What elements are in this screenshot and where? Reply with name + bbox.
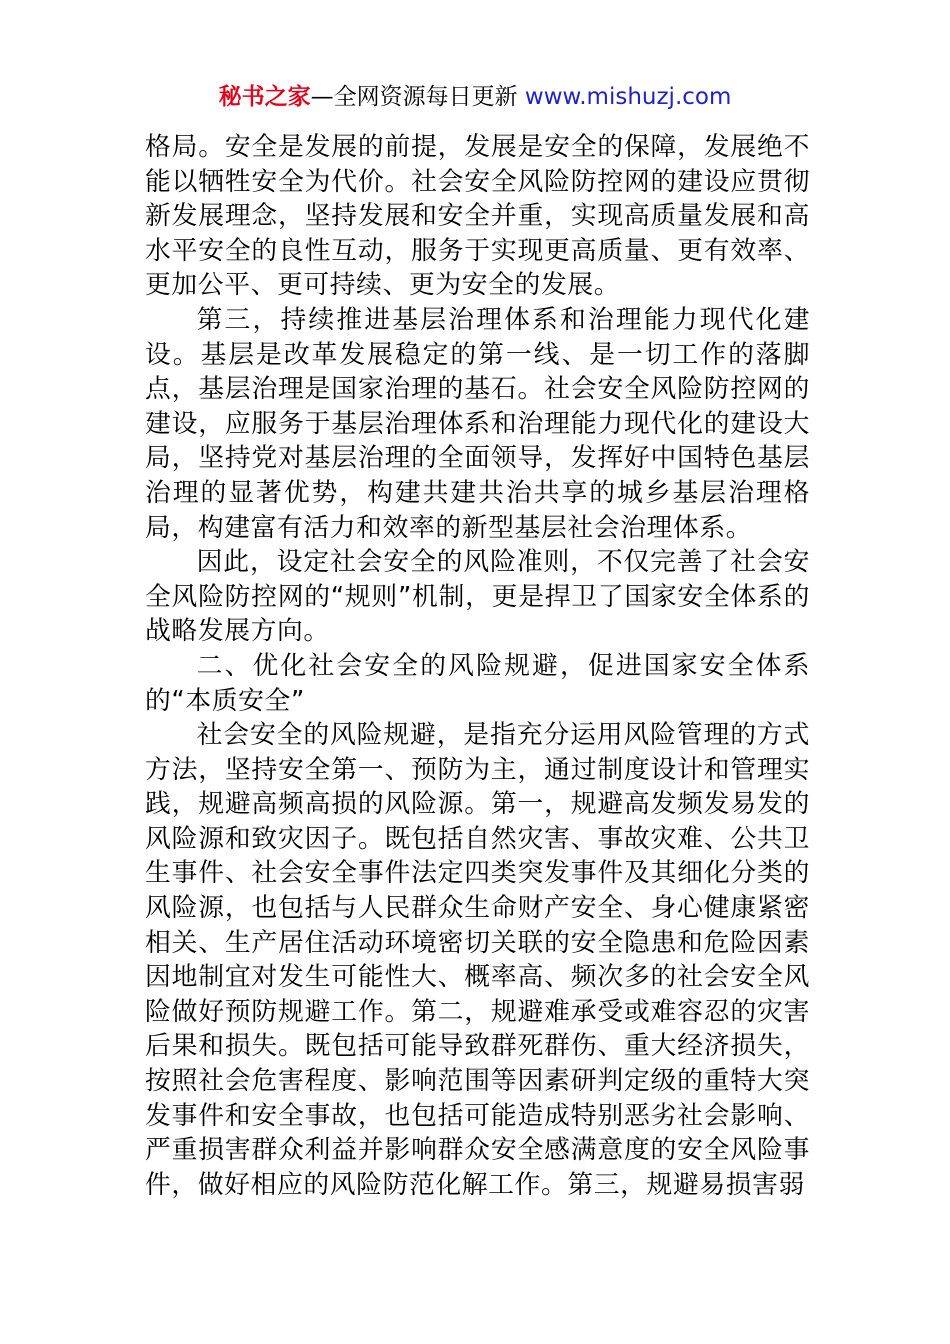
section-heading-two: 二、优化社会安全的风险规避，促进国家安全体系的“本质安全” — [145, 650, 810, 716]
header-tagline: —全网资源每日更新 — [310, 84, 518, 110]
paragraph-conclusion: 因此，设定社会安全的风险准则，不仅完善了社会安全风险防控网的“规则”机制，更是捍卫了国家安全体系的战略发展方向。 — [145, 547, 810, 647]
site-url-link[interactable]: www.mishuzj.com — [524, 84, 732, 110]
paragraph-risk-avoidance: 社会安全的风险规避，是指充分运用风险管理的方式方法，坚持安全第一、预防为主，通过制度设计和管理实践，规避高频高损的风险源。第一，规避高发频发易发的风险源和致灾因子。既包括自然灾害、事故灾难、公共卫生事件、社会安全事件法定四类突发事件及其细化分类的风险源，也包括与人民群众生命财产安全、身心健康紧密相关、生产居住活动环境密切关联的安全隐患和危险因素因地制宜对发生可能性大、概率高、频次多的社会安全风险做好预防规避工作。第二，规避难承受或难容忍的灾害后果和损失。既包括可能导致群死群伤、重大经济损失，按照社会危害程度、影响范围等因素研判定级的重特大突发事件和安全事故，也包括可能造成特别恶劣社会影响、严重损害群众利益并影响群众安全感满意度的安全风险事件，做好相应的风险防范化解工作。第三，规避易损害弱 — [145, 720, 810, 1200]
site-header — [0, 80, 950, 114]
paragraph-continuation: 格局。安全是发展的前提，发展是安全的保障，发展绝不能以牺牲安全为代价。社会安全风险防控网的建设应贯彻新发展理念，坚持发展和安全并重，实现高质量发展和高水平安全的良性互动，服务于实现更高质量、更有效率、更加公平、更可持续、更为安全的发展。 — [145, 132, 810, 301]
brand-name: 秘书之家 — [218, 84, 311, 110]
document-body — [145, 130, 810, 1202]
paragraph-third-point: 第三，持续推进基层治理体系和治理能力现代化建设。基层是改革发展稳定的第一线、是一切工作的落脚点，基层治理是国家治理的基石。社会安全风险防控网的建设，应服务于基层治理体系和治理能力现代化的建设大局，坚持党对基层治理的全面领导，发挥好中国特色基层治理的显著优势，构建共建共治共享的城乡基层治理格局，构建富有活力和效率的新型基层社会治理体系。 — [145, 304, 810, 543]
